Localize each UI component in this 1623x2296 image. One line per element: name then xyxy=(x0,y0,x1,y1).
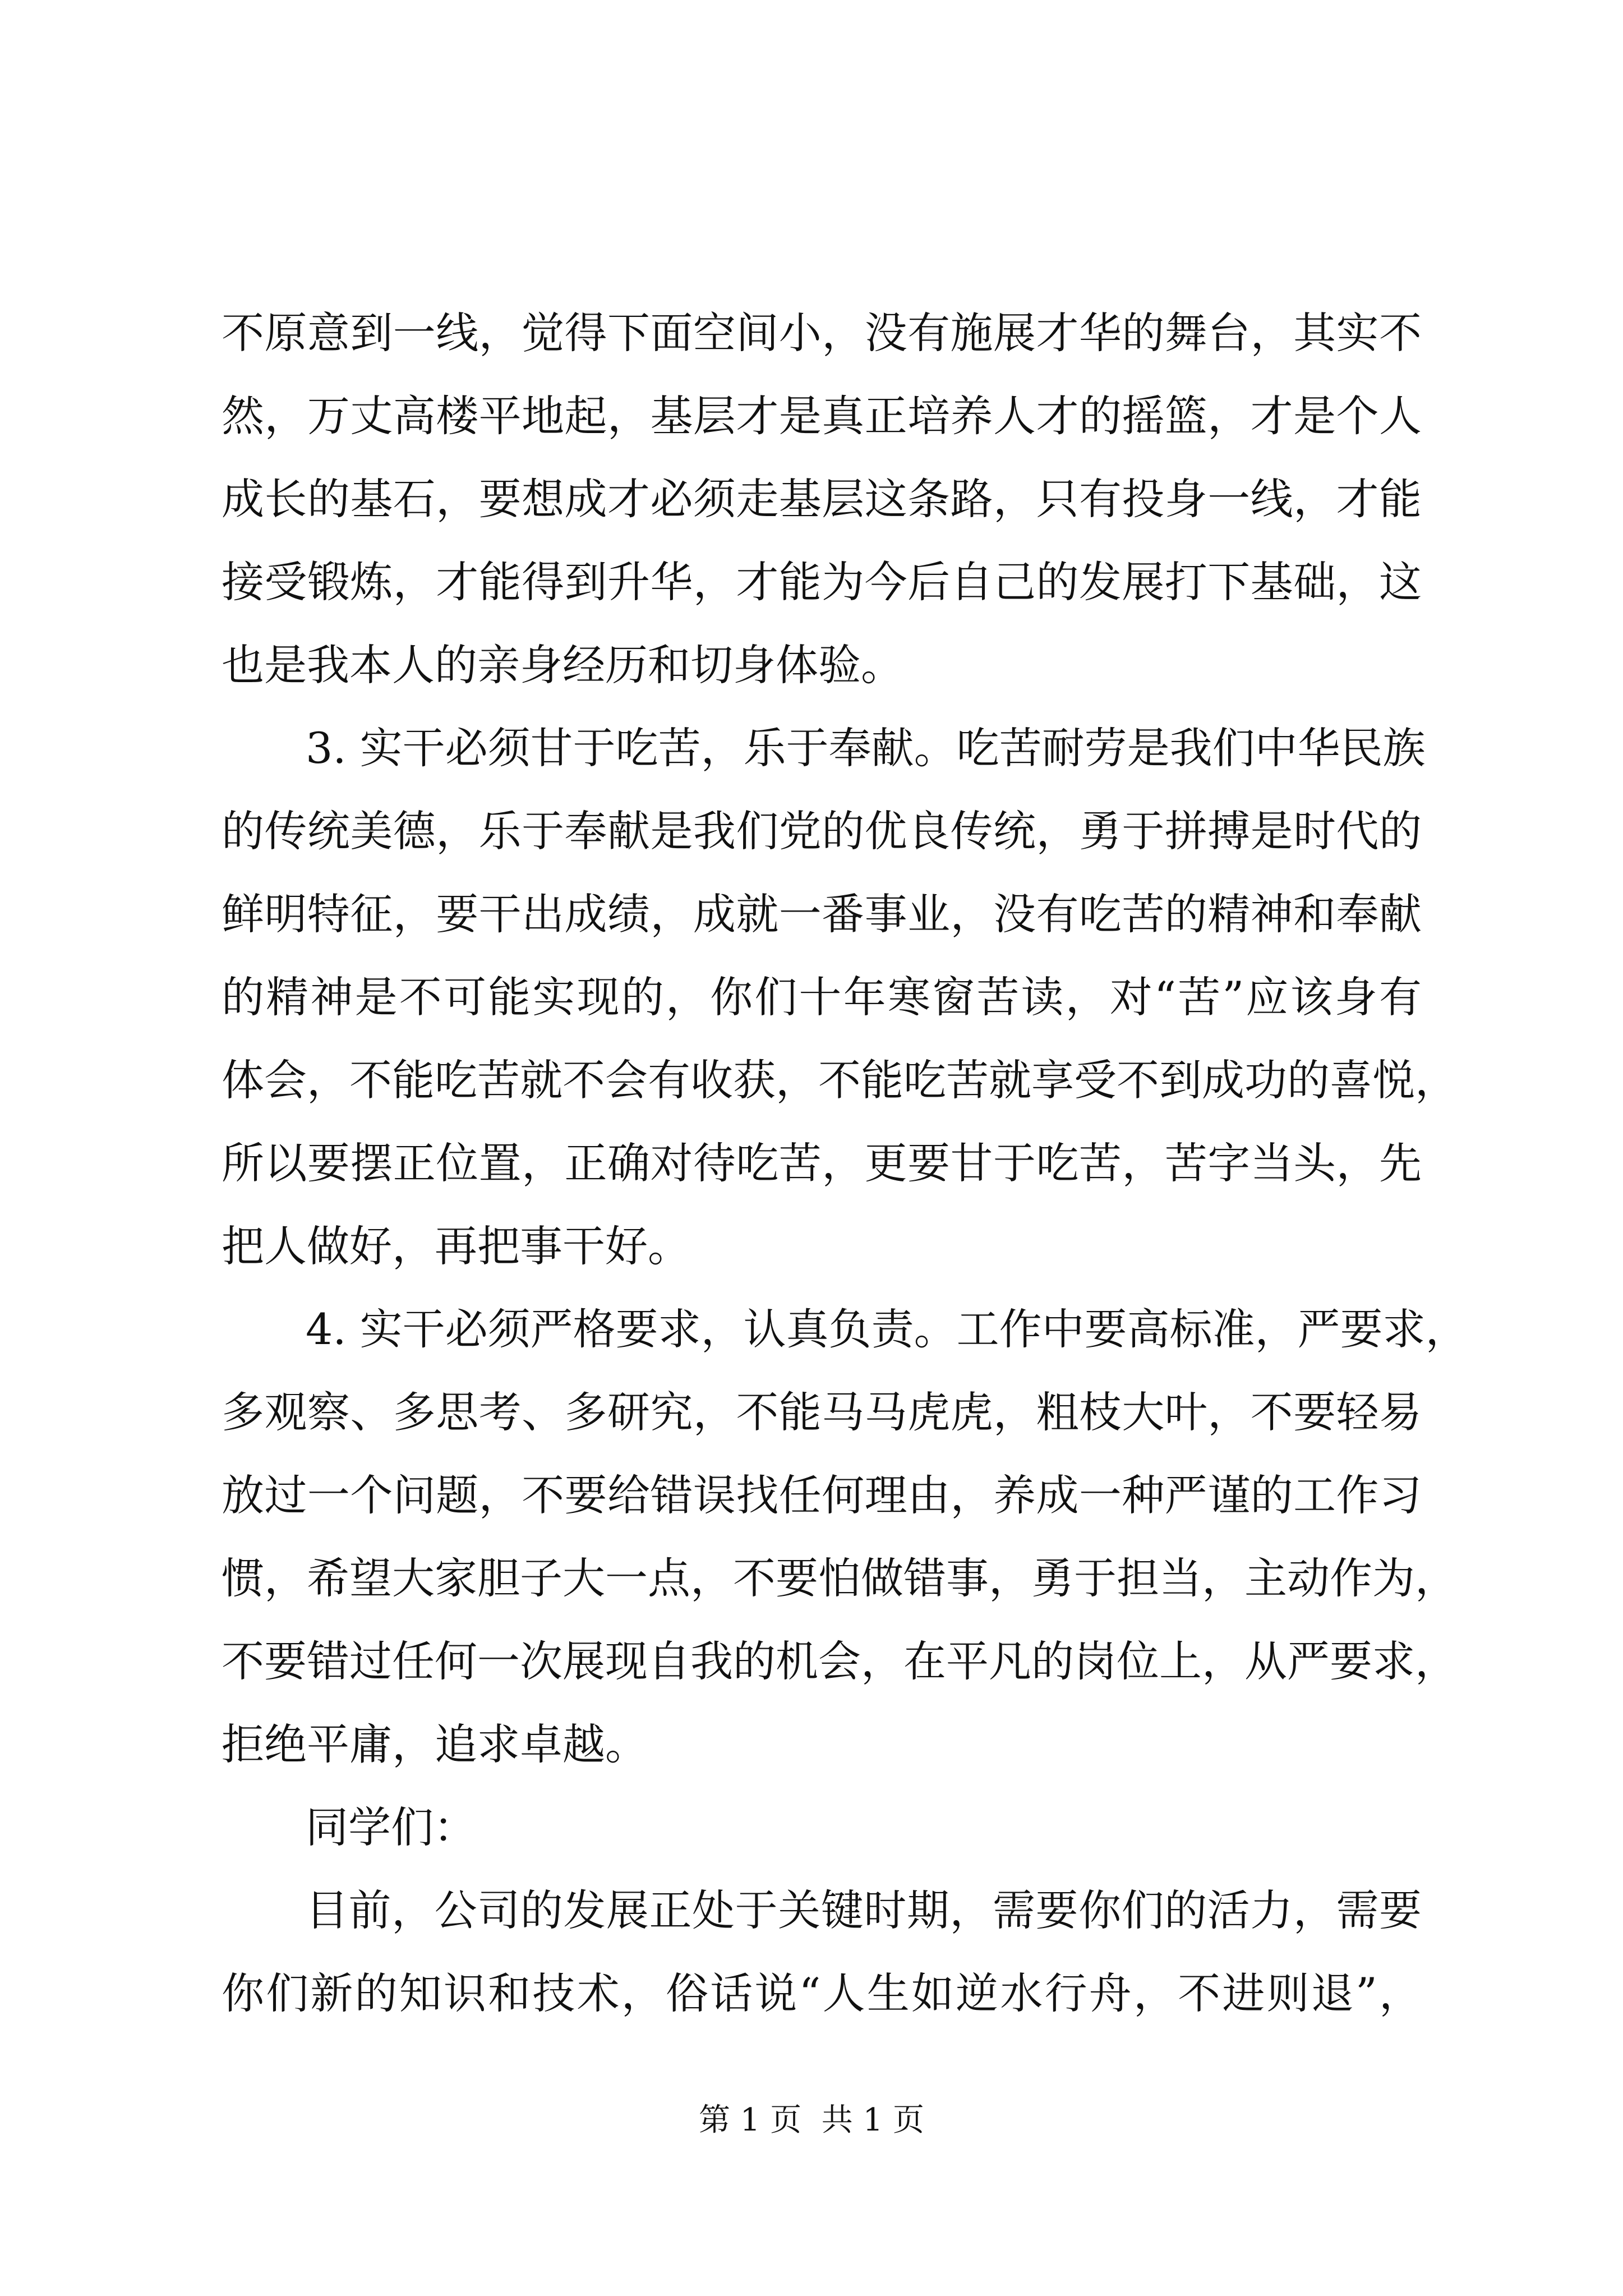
page-footer xyxy=(0,2098,1623,2143)
salutation-line: 同学们： xyxy=(306,1802,476,1852)
text-line: 你们新的知识和技术，俗话说“人生如逆水行舟，不进则退”， xyxy=(222,1968,1422,2018)
text-line: 目前，公司的发展正处于关键时期，需要你们的活力，需要 xyxy=(306,1885,1422,1935)
text-line: 的传统美德，乐于奉献是我们党的优良传统，勇于拼搏是时代的 xyxy=(222,806,1422,856)
text-line: 不原意到一线，觉得下面空间小，没有施展才华的舞台，其实不 xyxy=(222,308,1422,358)
text-line: 把人做好，再把事干好。 xyxy=(222,1221,690,1271)
text-line: 的精神是不可能实现的，你们十年寒窗苦读，对“苦”应该身有 xyxy=(222,972,1422,1022)
paragraph-3-heading-line: 3. 实干必须甘于吃苦，乐于奉献。吃苦耐劳是我们中华民族 xyxy=(306,723,1426,773)
text-line: 也是我本人的亲身经历和切身体验。 xyxy=(222,640,903,690)
text-line: 惯，希望大家胆子大一点，不要怕做错事，勇于担当，主动作为， xyxy=(222,1553,1458,1603)
text-line: 鲜明特征，要干出成绩，成就一番事业，没有吃苦的精神和奉献 xyxy=(222,889,1422,939)
text-line: 然，万丈高楼平地起，基层才是真正培养人才的摇篮，才是个人 xyxy=(222,391,1422,441)
text-line: 拒绝平庸，追求卓越。 xyxy=(222,1719,648,1769)
text-line: 成长的基石，要想成才必须走基层这条路，只有投身一线，才能 xyxy=(222,474,1422,524)
body-text xyxy=(222,292,1468,2035)
page-number: 第 1 页 共 1 页 xyxy=(698,2102,925,2138)
text-line: 所以要摆正位置，正确对待吃苦，更要甘于吃苦，苦字当头，先 xyxy=(222,1138,1422,1188)
text-line: 接受锻炼，才能得到升华，才能为今后自己的发展打下基础，这 xyxy=(222,557,1422,607)
text-line: 放过一个问题，不要给错误找任何理由，养成一种严谨的工作习 xyxy=(222,1470,1422,1520)
paragraph-4-heading-line: 4. 实干必须严格要求，认真负责。工作中要高标准，严要求， xyxy=(306,1304,1468,1354)
text-line: 体会，不能吃苦就不会有收获，不能吃苦就享受不到成功的喜悦， xyxy=(222,1055,1458,1105)
text-line: 不要错过任何一次展现自我的机会，在平凡的岗位上，从严要求， xyxy=(222,1636,1458,1686)
text-line: 多观察、多思考、多研究，不能马马虎虎，粗枝大叶，不要轻易 xyxy=(222,1387,1422,1437)
